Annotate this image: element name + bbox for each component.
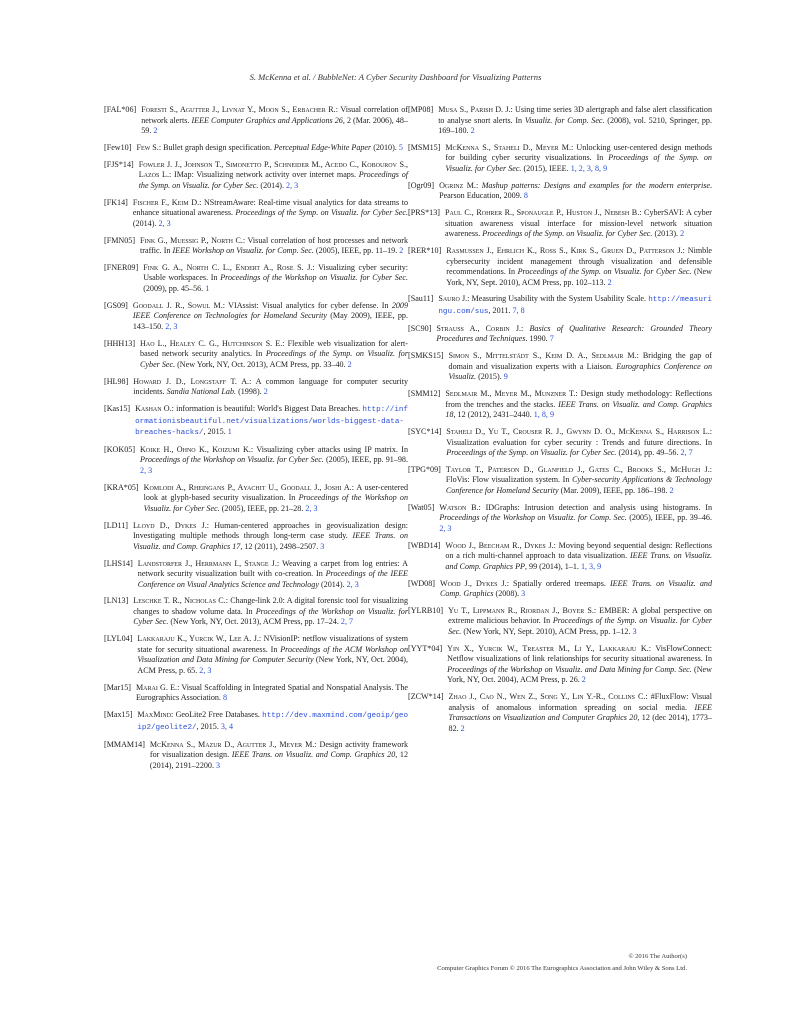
reference-key: [FJS*14] [104,159,134,169]
backref-page-links[interactable]: 7, 8 [512,305,525,315]
reference-key: [WBD14] [408,540,441,550]
reference-body [140,236,408,257]
backref-page-links[interactable]: 1, 2, 3, 8, 9 [570,163,608,173]
reference-key: [RER*10] [408,246,442,256]
reference-key: [WD08] [408,578,435,588]
reference-details: , 2 (Mar. 2006), 48–59. [141,115,408,135]
reference-title: Visualizing cyber security: Usable workspaces. In [143,262,408,283]
reference-entry [104,263,408,295]
reference-venue: 2009 IEEE Conference on Technologies for Homeland Security [132,300,408,321]
reference-body [140,445,408,477]
reference-venue: Proceedings of the Symp. on Visualiz. for Cyber Sec. [140,349,408,369]
reference-title: NVisionIP: netflow visualizations of system state for security situational awareness. In [137,634,408,654]
reference-entry [408,105,712,137]
reference-key: [Max15] [104,710,133,720]
reference-title: Measuring Usability with the System Usability Scale. [469,294,649,304]
backref-page-links[interactable]: 1, 3, 9 [580,561,602,571]
reference-venue: Proceedings of the Symp. on Visualiz. for Cyber Sec. [235,208,408,218]
backref-page-links[interactable]: 2, 3 [165,321,178,331]
reference-details: (New York, NY, Sept. 2010), ACM Press, pp. 102–113. [446,267,712,287]
backref-page-links[interactable]: 8 [523,191,528,201]
reference-entry [408,143,712,175]
reference-key: [HL98] [104,376,129,386]
reference-details: (2008), vol. 5210, Springer, pp. 169–180. [438,115,712,135]
reference-venue: Visualiz. for Comp. Sec. [524,115,605,125]
reference-venue: IEEE Trans. on Visualiz. and Comp. Graphics 20 [231,750,396,760]
reference-details: (2010). [371,142,397,152]
reference-title: information is beautiful: World's Biggest Data Breaches. [173,404,363,414]
reference-authors: Lloyd D., Dykes J.: [132,520,209,530]
backref-page-links[interactable]: 1 [227,427,232,437]
backref-page-links[interactable]: 2, 7 [340,617,354,627]
reference-authors: Rasmussen J., Ehrlich K., Ross S., Kirk S., Gruen D., Patterson J.: [446,246,685,256]
reference-entry [408,246,712,288]
reference-details: , 12 (dec 2014), 1773–82. [448,713,712,733]
reference-key: [Wat05] [408,502,435,512]
reference-details: (May 2009), IEEE, pp. 143–150. [132,311,408,331]
reference-venue: IEEE Trans. on Visualiz. and Comp. Graphics 17 [132,531,409,551]
reference-title: Spatially ordered treemaps. [508,578,610,588]
reference-body [446,427,712,459]
reference-details: (New York, NY, Oct. 2013), ACM Press, pp. 17–24. [168,617,339,627]
reference-details: , 2011. [488,305,511,315]
reference-details: (2005), IEEE, pp. 39–46. [626,513,712,523]
reference-authors: Musa S., Parish D. J.: [438,105,513,114]
reference-authors: Sauro J.: [438,294,470,304]
reference-details: (New York, NY, Sept. 2010), ACM Press, pp. 1–12. [461,626,631,636]
reference-venue: Sandia National Lab. [166,387,237,397]
reference-details: (2013). [652,229,679,239]
reference-entry [408,181,712,202]
reference-entry [408,465,712,497]
reference-venue: Proceedings of the Workshop on Visualiz. for Cyber Sec. [140,455,324,465]
backref-page-links[interactable]: 2, 3 [158,218,171,228]
reference-key: [FMN05] [104,235,136,245]
reference-body [440,579,712,600]
reference-venue: Proceedings of the IEEE Conference on Visual Analytics Science and Technology [137,569,408,589]
reference-key: [SYC*14] [408,427,442,437]
reference-venue: IEEE Computer Graphics and Applications 26 [191,115,343,125]
reference-title: Bridging the gap of domain and visualization experts with a Liaison. [448,351,712,371]
backref-page-links[interactable]: 2, 3 [286,180,299,190]
reference-key: [FK14] [104,197,128,207]
reference-entry [408,579,712,600]
backref-page-links[interactable]: 2, 3 [199,665,212,675]
reference-details: (New York, NY, Oct. 2004), ACM Press, p. 65. [137,655,408,675]
reference-details: (2014). [258,180,284,190]
reference-entry [104,377,408,398]
reference-details: (2009), pp. 45–56. [143,283,204,293]
reference-entry [104,339,408,371]
reference-key: [GS09] [104,300,128,310]
reference-key: [SMM12] [408,389,441,399]
backref-page-links[interactable]: 2 [153,126,158,135]
reference-authors: MaxMind: [137,710,174,720]
reference-entry [104,683,408,704]
reference-authors: Goodall J. R., Sowul M.: [132,300,226,310]
reference-details: (2015), IEEE. [521,163,569,173]
reference-venue: Proceedings of the Workshop on Visualiz. for Comp. Sec. [439,513,627,523]
reference-title: Bullet graph design specification. [161,142,274,152]
reference-body [445,389,712,421]
references-right-column [408,105,712,741]
reference-venue: IEEE Trans. on Visualiz. and Comp. Graphics 18 [445,399,712,420]
reference-body [137,710,408,733]
backref-page-links[interactable]: 2 [581,675,586,685]
reference-title: A common language for computer security incidents. [133,376,408,397]
reference-body [445,208,712,240]
reference-body [446,465,712,497]
reference-body [449,692,712,734]
reference-body [150,740,408,772]
backref-page-links[interactable]: 2 [607,277,612,287]
reference-title: Visual Scaffolding in Integrated Spatial and Nonspatial Analysis. The Eurographics Association. [135,682,409,703]
reference-entry [408,644,712,686]
reference-title: Human-centered approaches in geovisualization design: Investigating multiple methods through long-term case study. [132,520,408,541]
reference-title: Unlocking user-centered design methods for building cyber security visualizations. In [445,142,712,163]
reference-body [445,541,712,573]
reference-url-link[interactable]: http://informationisbeautiful.net/visualizations/worlds-biggest-data-breaches-hacks/ [135,406,408,438]
reference-title: VisFlowConnect: Netflow visualizations of link relationships for security situational awareness. In [447,643,712,664]
reference-entry [104,596,408,628]
backref-page-links[interactable]: 1, 8, 9 [533,410,554,420]
backref-page-links[interactable]: 8 [222,693,228,703]
reference-key: [Sau11] [408,294,434,304]
reference-authors: Few S.: [136,142,162,152]
reference-details: (2005), IEEE, pp. 21–28. [219,503,304,513]
reference-body [135,404,408,439]
reference-key: [Kas15] [104,404,131,414]
reference-entry [104,483,408,515]
reference-key: [LYL04] [104,634,133,644]
reference-authors: Komlodi A., Rheingans P., Ayachit U., Goodall J., Joshi A.: [143,482,354,492]
reference-entry [104,160,408,192]
reference-venue: IEEE Trans. on Visualiz. and Comp. Graphics PP [445,551,712,571]
reference-details: , 12 (2014), 2191–2200. [149,750,409,770]
reference-body [448,606,712,638]
reference-venue: Cyber-security Applications & Technology Conference for Homeland Security [445,475,713,495]
reference-key: [Few10] [104,142,132,152]
reference-title: Visualization evaluation for cyber security : Trends and future directions. In [446,437,712,447]
running-header: S. McKenna et al. / BubbleNet: A Cyber Security Dashboard for Visualizing Patterns [249,72,542,82]
reference-authors: Sedlmair M., Meyer M., Munzner T.: [445,389,578,399]
backref-page-links[interactable]: 2, 3 [305,503,318,513]
reference-key: [YLRB10] [408,605,444,615]
backref-page-links[interactable]: 2 [460,723,465,733]
reference-title: Change-link 2.0: A digital forensic tool for visualizing changes to shadow volume data. In [133,596,408,616]
reference-authors: Hao L., Healey C. G., Hutchinson S. E.: [140,338,285,348]
backref-page-links[interactable]: 5 [398,142,403,152]
reference-key: [Ogr09] [408,180,435,190]
reference-authors: Watson B.: [439,502,481,512]
references-left-column [104,105,408,777]
reference-authors: Fischer F., Keim D.: [132,197,202,207]
reference-key: [HHH13] [104,338,136,348]
backref-page-links[interactable]: 3 [632,626,637,636]
reference-entry [104,404,408,439]
reference-title: Moving beyond sequential design: Reflections on a rich multi-channel approach to data visualization. [445,540,712,561]
reference-body [446,246,712,288]
reference-entry [104,559,408,591]
reference-body [436,324,712,345]
reference-body [144,483,408,515]
reference-venue: Proceedings of the Workshop on Visualiz. and Data Mining for Comp. Sec. [447,664,692,674]
reference-authors: McKenna S., Staheli D., Meyer M.: [445,142,574,152]
reference-authors: Simon S., Mittelstädt S., Keim D. A., Sedlmair M.: [448,351,639,361]
reference-body [438,294,712,317]
reference-entry [104,105,408,137]
reference-url-link[interactable]: http://dev.maxmind.com/geoip/geoip2/geolite2/ [137,712,408,732]
reference-venue: Proceedings of the Symp. on Visualiz. for Cyber Sec. [448,616,713,636]
reference-venue: Proceedings of the Symp. on Visualiz. for Cyber Sec. [482,229,653,239]
reference-authors: Koike H., Ohno K., Koizumi K.: [140,444,254,454]
backref-page-links[interactable]: 2 [470,126,475,135]
reference-key: [FAL*06] [104,105,137,114]
reference-title: Flexible web visualization for alert-based network security analytics. In [140,338,408,359]
reference-details: (1998). [236,387,262,397]
reference-details: (2005), IEEE, pp. 91–98. [323,455,409,465]
reference-key: [ZCW*14] [408,692,444,702]
reference-title: Visual correlation of network alerts. [141,105,408,125]
reference-key: [Mar15] [104,682,131,692]
reference-body [445,143,712,175]
reference-body [133,198,408,230]
reference-details: (2008). [493,589,520,599]
backref-page-links[interactable]: 2 [263,387,268,397]
reference-authors: Fowler J. J., Johnson T., Simonetto P., Schneider M., Acedo C., Kobourov S., Lazos L.: [138,159,408,180]
reference-details: , 2015. [203,427,226,437]
reference-key: [TPG*09] [408,464,441,474]
reference-details: (2015). [476,372,502,382]
reference-venue: Proceedings of the ACM Workshop on Visualization and Data Mining for Computer Security [137,644,408,665]
backref-page-links[interactable]: 3, 4 [220,721,234,731]
reference-authors: Fink G., Muessig P., North C.: [140,235,246,245]
reference-venue: Proceedings of the Symp. on Visualiz. for Cyber Sec. [517,267,692,277]
reference-key: [SMKS15] [408,351,444,361]
reference-authors: Landstorfer J., Herrmann I., Stange J.: [137,558,280,568]
reference-entry [408,503,712,535]
reference-authors: McKenna S., Mazur D., Agutter J., Meyer M.: [149,739,317,749]
reference-venue: Proceedings of the Symp. on Visualiz. for Cyber Sec. [138,170,409,190]
reference-venue: Proceedings of the Symp. on Visualiz. for Cyber Sec. [446,448,617,458]
reference-entry [408,294,712,317]
reference-details: , 99 (2014), 1–1. [524,561,579,571]
reference-venue: IEEE Trans. on Visualiz. and Comp. Graphics [439,578,712,599]
reference-body [133,521,408,553]
backref-page-links[interactable]: 2, 7 [680,448,693,458]
backref-page-links[interactable]: 2 [347,359,352,369]
reference-body [139,160,408,192]
reference-title: VIAssist: Visual analytics for cyber defense. In [225,300,392,310]
reference-title: A user-centered look at glyph-based security visualization. In [143,482,408,503]
backref-page-links[interactable]: 3 [521,589,526,599]
reference-title: #FluxFlow: Visual analysis of anomalous information spreading on social media. [448,692,713,712]
reference-key: [LN13] [104,596,129,606]
reference-body [449,351,712,383]
reference-entry [408,208,712,240]
reference-title: Design activity framework for visualization design. [149,739,408,760]
reference-key: [MMAM14] [104,739,145,749]
reference-details: (New York, NY, Oct. 2004), ACM Press, p. 26. [447,664,712,685]
reference-entry [408,427,712,459]
reference-title: Design study methodology: Reflections from the trenches and the stacks. [445,389,713,409]
reference-key: [KRA*05] [104,482,139,492]
reference-authors: Wood J., Dykes J.: [439,578,509,588]
reference-authors: Foresti S., Agutter J., Livnat Y., Moon S., Erbacher R.: [141,105,338,114]
backref-page-links[interactable]: 2 [680,229,685,239]
reference-body [439,181,712,202]
reference-title: NStreamAware: Real-time visual analytics for data streams to enhance situational awareness. [132,197,408,218]
backref-page-links[interactable]: 9 [503,372,508,382]
reference-authors: Marai G. E.: [135,682,180,692]
reference-body [137,634,408,676]
reference-entry [104,198,408,230]
reference-entry [408,692,712,734]
reference-entry [104,301,408,333]
reference-body [136,143,408,154]
reference-title: Weaving a carpet from log entries: A network security visualization built with co-creation. In [137,558,408,579]
reference-details: (2014). [318,579,345,589]
reference-venue: IEEE Workshop on Visualiz. for Comp. Sec. [172,246,314,256]
reference-venue: IEEE Transactions on Visualization and Computer Graphics 20 [448,702,712,723]
reference-title: Visualizing cyber attacks using IP matrix. In [253,444,409,454]
reference-key: [KOK05] [104,444,136,454]
reference-title: IMap: Visualizing network activity over internet maps. [171,170,359,180]
backref-page-links[interactable]: 2, 3 [140,465,153,475]
reference-body [133,301,408,333]
backref-page-links[interactable]: 2, 3 [346,579,359,589]
reference-entry [104,634,408,676]
reference-key: [FNER09] [104,262,139,272]
reference-details: , 12 (2011), 2498–2507. [240,541,319,551]
reference-authors: Staheli D., Yu T., Crouser R. J., Gwynn D. O., McKenna S., Harrison L.: [446,427,712,437]
reference-venue: Eurographics Conference on Visualiz. [448,361,712,382]
reference-key: [PRS*13] [408,208,440,218]
reference-title: EMBER: A global perspective on extreme malicious behavior. In [448,605,712,626]
reference-key: [MSM15] [408,142,441,152]
reference-details: (Mar. 2009), IEEE, pp. 186–198. [558,485,668,495]
backref-page-links[interactable]: 2, 3 [439,523,452,533]
reference-authors: Leschke T. R., Nicholas C.: [133,596,228,606]
reference-entry [408,541,712,573]
backref-page-links[interactable]: 3 [216,760,221,770]
reference-body [439,503,712,535]
reference-details: (2005), IEEE, pp. 11–19. [313,246,398,256]
reference-title: Nimble cybersecurity incident management through visualization and defensible recommendations. In [446,246,713,277]
reference-key: [SC90] [408,323,432,333]
reference-body [133,596,408,628]
reference-entry [408,606,712,638]
reference-title: FloVis: Flow visualization system. In [445,475,573,485]
reference-authors: Lakkaraju K., Yurcik W., Lee A. J.: [137,634,262,644]
reference-venue: Perceptual Edge-White Paper [273,142,372,152]
reference-entry [104,236,408,257]
backref-page-links[interactable]: 7 [549,334,554,344]
reference-body [141,105,408,137]
reference-authors: Taylor T., Paterson D., Glanfield J., Gates C., Brooks S., McHugh J.: [445,464,712,474]
reference-authors: Fink G. A., North C. L., Endert A., Rose S. J.: [143,262,315,272]
reference-body [133,377,408,398]
reference-title: CyberSAVI: A cyber situation awareness visual interface for mission-level network situation awareness. [444,208,712,239]
reference-authors: Yu T., Lippmann R., Riordan J., Boyer S.: [448,605,597,615]
reference-details: . Pearson Education, 2009. [439,180,712,201]
reference-entry [104,445,408,477]
footer-journal: Computer Graphics Forum © 2016 The Eurographics Association and John Wiley & Sons Ltd. [437,965,687,972]
reference-body [136,683,408,704]
reference-details: , 12 (2012), 2431–2440. [453,410,532,420]
reference-body [447,644,712,686]
reference-authors: Wood J., Beecham R., Dykes J.: [445,540,556,550]
reference-details: (2014), pp. 49–56. [616,448,679,458]
reference-authors: Strauss A., Corbin J.: [436,323,524,333]
reference-title: GeoLite2 Free Databases. [173,710,263,720]
footer-copyright: © 2016 The Author(s) [628,953,687,960]
reference-authors: Yin X., Yurcik W., Treaster M., Li Y., Lakkaraju K.: [447,643,651,653]
reference-authors: Howard J. D., Longstaff T. A.: [133,376,252,386]
reference-entry [408,351,712,383]
backref-page-links[interactable]: 2 [399,246,404,256]
reference-entry [408,389,712,421]
reference-venue: Proceedings of the Symp. on Visualiz. for Cyber Sec. [445,153,712,173]
reference-title: IDGraphs: Intrusion detection and analysis using histograms. In [480,502,712,512]
reference-venue: Proceedings of the Workshop on Visualiz. for Cyber Sec. [143,493,408,513]
reference-url-link[interactable]: http://measuringu.com/sus [438,296,712,316]
reference-entry [104,143,408,154]
reference-venue: Proceedings of the Workshop on Visualiz. for Cyber Sec. [220,273,408,283]
reference-authors: Kashan O.: [135,404,174,414]
reference-key: [MP08] [408,105,434,114]
reference-details: (New York, NY, Oct. 2013), ACM Press, pp. 33–40. [175,359,346,369]
reference-venue: Basics of Qualitative Research: Grounded Theory Procedures and Techniques [436,323,713,344]
reference-body [140,339,408,371]
reference-title: Using time series 3D alertgraph and false alert classification to analyse snort alerts. In [438,105,713,125]
reference-details: , 2015. [196,721,219,731]
reference-entry [408,324,712,345]
reference-body [138,559,408,591]
reference-entry [104,710,408,733]
backref-page-links[interactable]: 2 [669,485,674,495]
reference-title: Visual correlation of host processes and network traffic. In [140,235,408,256]
reference-details: . 1990. [525,334,548,344]
reference-venue: Mashup patterns: Designs and examples for the modern enterprise [481,180,710,190]
reference-key: [LD11] [104,520,128,530]
backref-page-links[interactable]: 1 [205,283,210,293]
reference-key: [YYT*04] [408,643,443,653]
backref-page-links[interactable]: 3 [320,541,325,551]
reference-body [143,263,408,295]
reference-authors: Zhao J., Cao N., Wen Z., Song Y., Lin Y.-R., Collins C.: [448,692,648,702]
reference-body [438,105,712,137]
reference-authors: Ogrinz M.: [439,180,479,190]
reference-key: [LHS14] [104,558,133,568]
reference-entry [104,521,408,553]
reference-entry [104,740,408,772]
reference-venue: Proceedings of the Workshop on Visualiz. for Cyber Sec. [133,606,408,627]
reference-authors: Paul C., Rohrer R., Sponaugle P., Huston J., Nebesh B.: [444,208,642,218]
reference-details: (2014). [132,218,157,228]
